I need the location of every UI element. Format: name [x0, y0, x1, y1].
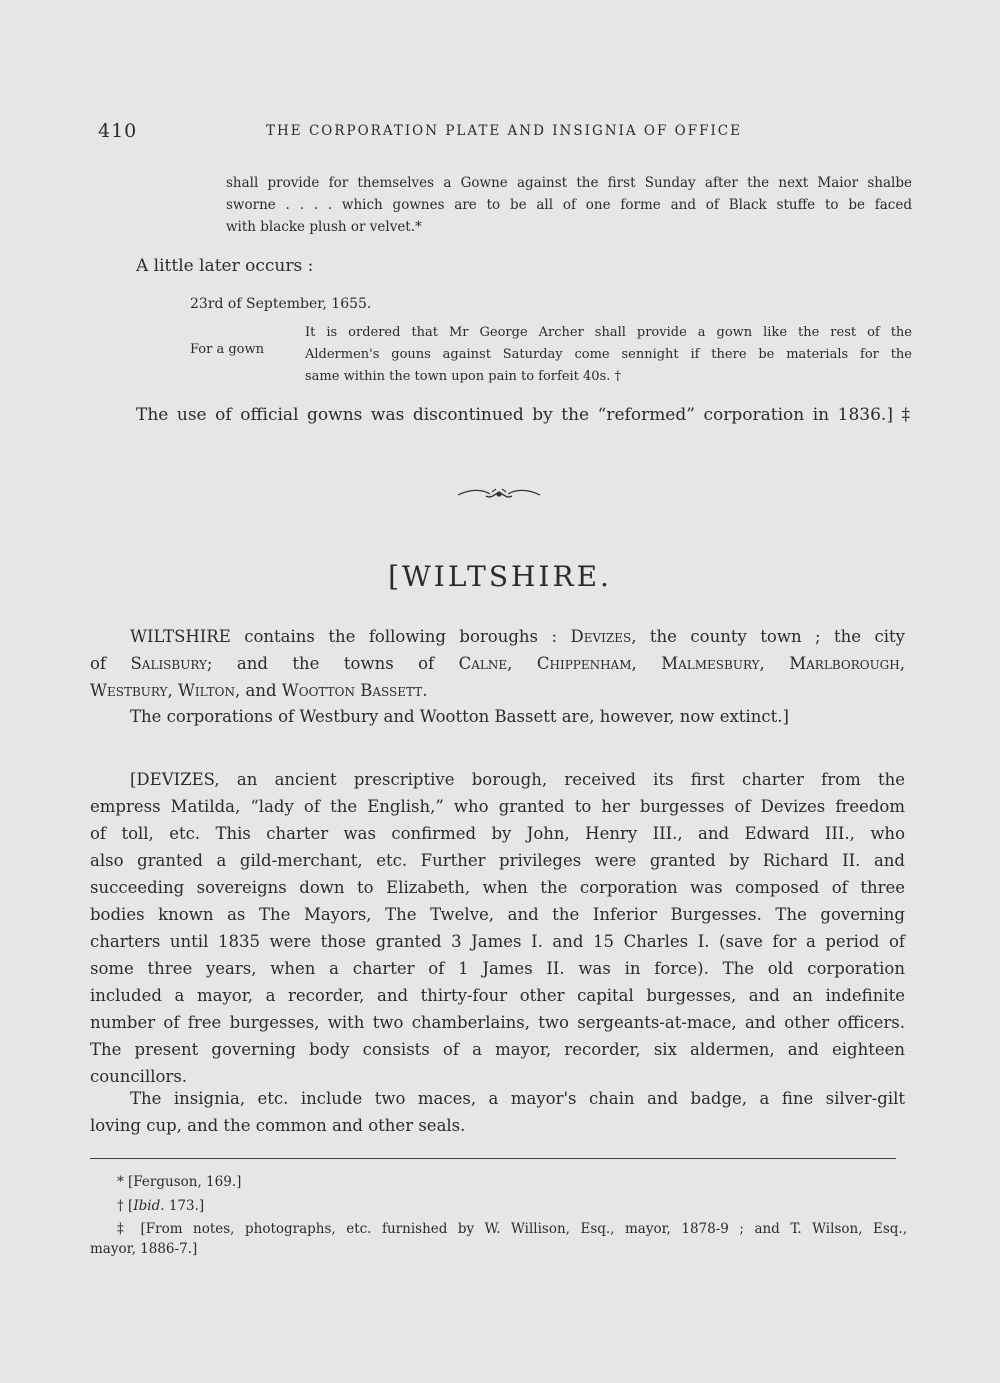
page-number: 410 [98, 120, 138, 142]
footnote: ‡ [From notes, photographs, etc. furnished by W. Willison, Esq., mayor, 1878-9 ; and T. Wilson, Esq., [117, 1221, 907, 1237]
borough-name: Marlborough [789, 654, 900, 673]
italic-run: Ibid. [133, 1198, 165, 1214]
text-run: , [167, 681, 178, 700]
text-line: included a mayor, a recorder, and thirty-four other capital burgesses, and an indefinite [90, 986, 905, 1005]
order-record [305, 322, 912, 388]
text-run: of [90, 654, 131, 673]
text-line [90, 623, 905, 650]
order-line: It is ordered that Mr George Archer shall provide a gown like the rest of the [305, 325, 912, 340]
text-run: , [899, 654, 905, 673]
text-run: ; and the towns of [206, 654, 459, 673]
text-line: [DEVIZES, an ancient prescriptive borough, received its first charter from the [130, 770, 905, 789]
text-run: . [422, 681, 428, 700]
order-line: same within the town upon pain to forfeit 40s. † [305, 369, 622, 384]
text-line: number of free burgesses, with two chamberlains, two sergeants-at-mace, and other officers. [90, 1013, 905, 1032]
quoted-record [226, 172, 912, 238]
text-line: of toll, etc. This charter was confirmed by John, Henry III., and Edward III., who [90, 824, 905, 843]
text-line: also granted a gild-merchant, etc. Further privileges were granted by Richard II. and [90, 851, 905, 870]
borough-name: Salisbury [130, 654, 207, 673]
borough-name: Chippenham [536, 654, 632, 673]
later-occurs: A little later occurs : [136, 256, 314, 276]
borough-name: Calne [458, 654, 508, 673]
borough-name: Wilton [177, 681, 236, 700]
text-run: , the county town ; the city [631, 627, 906, 646]
text-line: The corporations of Westbury and Wootton Bassett are, however, now extinct.] [130, 707, 789, 726]
text-line [90, 677, 905, 704]
text-line: The present governing body consists of a mayor, recorder, six aldermen, and eighteen [90, 1040, 905, 1059]
text-line [90, 650, 905, 677]
text-line: empress Matilda, “lady of the English,” who granted to her burgesses of Devizes freedom [90, 797, 905, 816]
order-line: Aldermen's gouns against Saturday come sennight if there be materials for the [305, 347, 912, 362]
text-run: , [759, 654, 790, 673]
text-run: , [507, 654, 537, 673]
text-line: loving cup, and the common and other seals. [90, 1116, 466, 1135]
text-run: WILTSHIRE contains the following boroughs : [130, 627, 571, 646]
ornament-fleuron-icon [456, 486, 542, 502]
wiltshire-paragraph [90, 623, 905, 704]
text-run: , [631, 654, 662, 673]
insignia-paragraph [90, 1085, 905, 1139]
section-heading: [WILTSHIRE. [388, 560, 612, 593]
text-line: councillors. [90, 1067, 188, 1086]
marginal-note: For a gown [190, 342, 265, 357]
footnote-continuation: mayor, 1886-7.] [90, 1241, 198, 1257]
text-line: charters until 1835 were those granted 3 James I. and 15 Charles I. (save for a period of [90, 932, 905, 951]
footnote [117, 1198, 907, 1214]
borough-name: Malmesbury [661, 654, 760, 673]
footnote-rule [90, 1158, 896, 1159]
text-run: , and [235, 681, 282, 700]
entry-date: 23rd of September, 1655. [190, 296, 372, 312]
text-line: some three years, when a charter of 1 James II. was in force). The old corporation [90, 959, 905, 978]
text-line: bodies known as The Mayors, The Twelve, and the Inferior Burgesses. The governing [90, 905, 905, 924]
quote-line: sworne . . . . which gownes are to be all of one forme and of Black stuffe to be faced [226, 197, 912, 213]
borough-name: Westbury [90, 681, 168, 700]
extinct-paragraph [90, 703, 905, 730]
quote-line: shall provide for themselves a Gowne against the first Sunday after the next Maior shalbe [226, 175, 912, 191]
text-run: † [ [117, 1198, 134, 1214]
running-title: THE CORPORATION PLATE AND INSIGNIA OF OFFICE [266, 123, 742, 139]
text-run: 173.] [164, 1198, 205, 1214]
devizes-paragraph [90, 766, 905, 1090]
borough-name: Devizes [570, 627, 632, 646]
footnote: * [Ferguson, 169.] [117, 1174, 242, 1190]
quote-line: with blacke plush or velvet.* [226, 219, 422, 235]
borough-name: Wootton Bassett [281, 681, 423, 700]
running-head [98, 120, 910, 144]
gowns-paragraph: The use of official gowns was discontinued by the “reformed” corporation in 1836.] ‡ [136, 405, 910, 425]
text-line: The insignia, etc. include two maces, a mayor's chain and badge, a fine silver-gilt [130, 1089, 905, 1108]
text-line: succeeding sovereigns down to Elizabeth, when the corporation was composed of three [90, 878, 905, 897]
